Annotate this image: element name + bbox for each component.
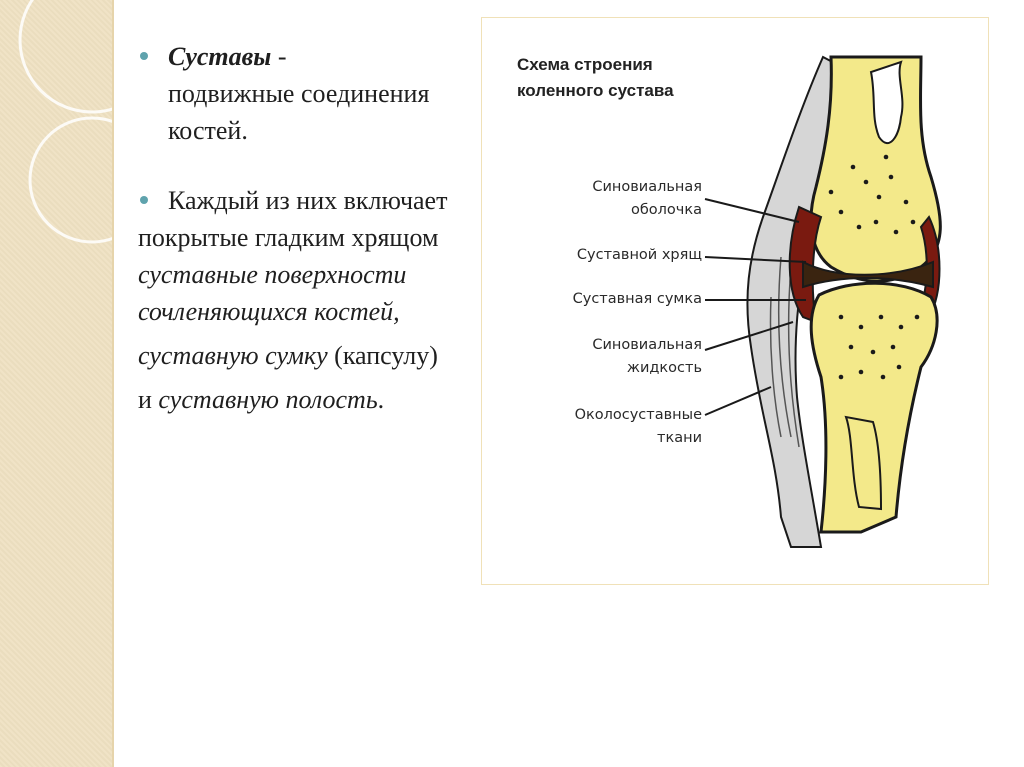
bullet-definition [138, 38, 468, 149]
figure-title-line2: коленного сустава [517, 81, 674, 100]
label-line1: Околосуставные [574, 407, 702, 423]
label-articular-cartilage [577, 244, 702, 267]
para-capsule-plain: (капсулу) [327, 341, 438, 370]
label-line2: ткани [657, 430, 702, 446]
term-dash: - [271, 42, 287, 71]
includes-text: Каждый из них включает [168, 186, 448, 215]
figure-title-line1: Схема строения [517, 55, 653, 74]
label-synovial-membrane [592, 176, 702, 222]
para-surfaces-italic: суставные поверхности сочленяющихся костей [138, 260, 407, 326]
figure-title [517, 52, 757, 104]
label-line2: жидкость [626, 360, 702, 376]
para-surfaces-tail: , [393, 297, 400, 326]
term-joints: Суставы [168, 42, 272, 71]
label-line2: оболочка [630, 202, 702, 218]
para-cavity-italic: суставную полость [158, 385, 378, 414]
para-cavity-plain: и [138, 385, 159, 414]
label-synovial-fluid [592, 334, 702, 380]
label-periarticular-tissue [575, 404, 702, 450]
para-cavity [138, 381, 468, 418]
para-capsule [138, 337, 468, 374]
decorative-rings [0, 0, 112, 767]
definition-text: подвижные соединения костей. [168, 79, 430, 145]
bullet-includes [138, 182, 468, 219]
label-line1: Суставная сумка [572, 291, 702, 307]
label-line1: Суставной хрящ [576, 247, 702, 263]
para-surfaces-plain: покрытые гладким хрящом [138, 223, 439, 252]
para-surfaces [138, 219, 468, 330]
label-line1: Синовиальная [592, 337, 702, 353]
para-capsule-italic: суставную сумку [138, 341, 328, 370]
label-joint-capsule [573, 288, 702, 311]
bullet-icon [140, 196, 148, 204]
slide-text [138, 38, 468, 418]
decorative-side-band [0, 0, 114, 767]
para-cavity-tail: . [377, 385, 385, 414]
label-line1: Синовиальная [592, 179, 702, 195]
bullet-icon [140, 52, 148, 60]
